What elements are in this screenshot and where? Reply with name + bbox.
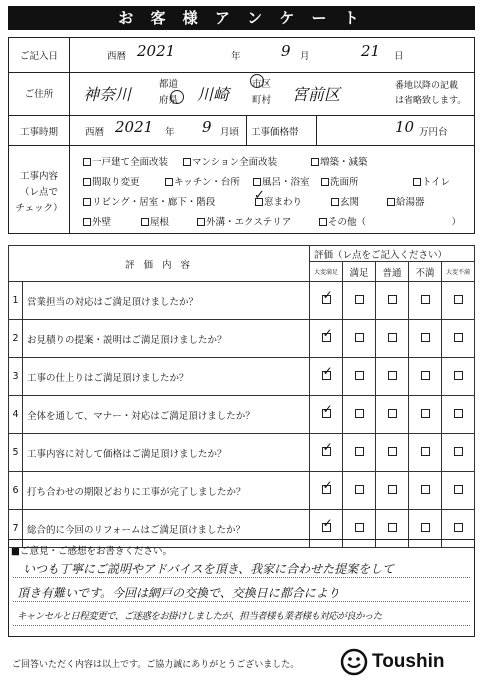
checkbox-icon[interactable] xyxy=(454,485,463,494)
date-era: 西暦 xyxy=(107,51,127,62)
checkbox-icon[interactable] xyxy=(83,198,91,206)
rating-row xyxy=(9,282,475,320)
work-option[interactable] xyxy=(253,174,310,188)
rating-cell xyxy=(376,472,409,510)
checkbox-icon[interactable] xyxy=(355,371,364,380)
rating-row xyxy=(9,396,475,434)
date-month[interactable]: 9 xyxy=(281,42,291,60)
checkbox-icon[interactable] xyxy=(355,485,364,494)
period-era: 西暦 xyxy=(85,127,105,138)
rating-cell xyxy=(409,472,442,510)
rating-cell xyxy=(376,320,409,358)
checkbox-icon[interactable] xyxy=(454,371,463,380)
question-text: 全体を通して、マナー・対応はご満足頂けましたか？ xyxy=(23,396,310,434)
checkbox-icon[interactable] xyxy=(388,333,397,342)
rating-cell xyxy=(442,396,475,434)
question-number: 4 xyxy=(9,396,23,434)
work-option[interactable] xyxy=(83,174,140,188)
rating-col-header: 不満 xyxy=(409,262,442,282)
rating-cell xyxy=(310,320,343,358)
work-option-label: 一戸建て全面改装 xyxy=(92,157,169,168)
question-number: 2 xyxy=(9,320,23,358)
smile-logo-icon xyxy=(340,648,368,676)
city-value[interactable]: 川崎 xyxy=(197,85,230,104)
info-form xyxy=(8,37,475,234)
rating-cell xyxy=(442,434,475,472)
pref-circle-icon xyxy=(170,90,184,104)
rating-cell xyxy=(442,320,475,358)
checked-box-icon[interactable] xyxy=(322,371,331,380)
checkbox-icon[interactable] xyxy=(388,295,397,304)
brand-logo xyxy=(340,648,444,676)
period-year[interactable]: 2021 xyxy=(115,118,154,136)
work-option-label: 玄関 xyxy=(340,197,360,208)
price-value[interactable]: 10 xyxy=(395,118,415,136)
rating-col-header: 大変不満 xyxy=(442,262,475,282)
work-option[interactable] xyxy=(413,174,450,188)
checked-box-icon[interactable] xyxy=(322,333,331,342)
address-note-1: 番地以降の記載 xyxy=(395,81,459,91)
checkbox-icon[interactable] xyxy=(183,158,191,166)
checkbox-icon[interactable] xyxy=(311,158,319,166)
rating-cell xyxy=(343,282,376,320)
work-option-label: キッチン・台所 xyxy=(174,177,240,188)
rating-cell xyxy=(409,434,442,472)
checkbox-icon[interactable] xyxy=(421,485,430,494)
question-text: 工事の仕上りはご満足頂けましたか？ xyxy=(23,358,310,396)
work-option[interactable] xyxy=(165,174,240,188)
rating-content-header: 評 価 内 容 xyxy=(9,246,310,282)
checkbox-icon[interactable] xyxy=(421,295,430,304)
date-day[interactable]: 21 xyxy=(361,42,381,60)
address-label: ご住所 xyxy=(24,89,54,100)
rating-cell xyxy=(409,396,442,434)
work-label-1: 工事内容 xyxy=(19,171,58,182)
checkbox-icon[interactable] xyxy=(355,447,364,456)
checked-box-icon[interactable] xyxy=(322,485,331,494)
rating-col-header: 大変満足 xyxy=(310,262,343,282)
work-option-label: 外壁 xyxy=(92,217,112,228)
checked-box-icon[interactable]: ✓ xyxy=(255,198,263,206)
work-option-label: マンション全面改装 xyxy=(192,157,278,168)
question-number: 1 xyxy=(9,282,23,320)
checkbox-icon[interactable] xyxy=(165,178,173,186)
checkbox-icon[interactable] xyxy=(355,409,364,418)
checkbox-icon[interactable] xyxy=(355,523,364,532)
checkbox-icon[interactable] xyxy=(387,198,395,206)
checkbox-icon[interactable] xyxy=(421,447,430,456)
year-unit: 年 xyxy=(231,51,241,62)
work-option-label: リビング・居室・廊下・階段 xyxy=(92,197,216,208)
rating-cell xyxy=(409,282,442,320)
day-unit: 日 xyxy=(394,51,404,62)
checkbox-icon[interactable] xyxy=(319,218,327,226)
brand-name: Toushin xyxy=(372,651,445,672)
question-text: 営業担当の対応はご満足頂けましたか？ xyxy=(23,282,310,320)
rating-cell xyxy=(376,282,409,320)
rating-cell xyxy=(442,282,475,320)
rating-cell xyxy=(409,320,442,358)
work-option-label: 増築・減築 xyxy=(320,157,368,168)
question-text: 総合的に今回のリフォームはご満足頂けましたか？ xyxy=(23,510,310,548)
checkbox-icon[interactable] xyxy=(421,523,430,532)
checkbox-icon[interactable] xyxy=(388,371,397,380)
rating-cell xyxy=(409,358,442,396)
work-option[interactable] xyxy=(83,154,168,168)
checkbox-icon[interactable] xyxy=(421,333,430,342)
rating-cell xyxy=(343,320,376,358)
period-month[interactable]: 9 xyxy=(202,118,212,136)
question-number: 7 xyxy=(9,510,23,548)
comment-line-2[interactable]: 頂き有難いです。今回は網戸の交換で、交換日に都合により xyxy=(17,586,340,600)
work-option[interactable] xyxy=(319,214,461,228)
checkbox-icon[interactable] xyxy=(421,371,430,380)
checkbox-icon[interactable] xyxy=(331,198,339,206)
rating-table xyxy=(8,245,475,548)
checked-box-icon[interactable] xyxy=(322,295,331,304)
rating-cell xyxy=(343,434,376,472)
rating-col-header: 普通 xyxy=(376,262,409,282)
survey-title: お 客 様 ア ン ケ ー ト xyxy=(8,6,475,30)
rating-cell xyxy=(343,396,376,434)
rating-cell xyxy=(442,472,475,510)
checkbox-icon[interactable] xyxy=(454,333,463,342)
checkbox-icon[interactable] xyxy=(141,218,149,226)
price-label: 工事価格帯 xyxy=(251,127,299,138)
work-option[interactable] xyxy=(311,154,368,168)
checked-box-icon[interactable] xyxy=(322,409,331,418)
comment-line-1[interactable]: いつも丁寧にご説明やアドバイスを頂き、我家に合わせた提案をして xyxy=(23,562,395,576)
date-label: ご記入日 xyxy=(19,51,58,62)
question-number: 6 xyxy=(9,472,23,510)
work-option-label: 給湯器 xyxy=(396,197,425,208)
rating-cell xyxy=(376,396,409,434)
work-option-label: トイレ xyxy=(422,177,451,188)
date-year[interactable]: 2021 xyxy=(137,42,176,60)
comment-line-3[interactable]: キャンセルと日程変更で、ご迷惑をお掛けしましたが、担当者様も業者様も対応が良かった xyxy=(17,611,382,622)
work-option[interactable] xyxy=(254,188,303,208)
rating-cell xyxy=(442,358,475,396)
work-option[interactable] xyxy=(83,214,111,228)
work-option[interactable] xyxy=(141,214,169,228)
rating-col-header: 満足 xyxy=(343,262,376,282)
checkbox-icon[interactable] xyxy=(388,447,397,456)
checkbox-icon[interactable] xyxy=(413,178,421,186)
checkbox-icon[interactable] xyxy=(388,485,397,494)
work-option[interactable] xyxy=(197,214,291,228)
rating-row xyxy=(9,320,475,358)
city-unit-bottom: 町村 xyxy=(252,95,272,106)
comments-box xyxy=(8,539,475,637)
city-circle-icon xyxy=(250,74,264,88)
pref-unit-top: 都道 xyxy=(159,79,179,90)
address-note-2: は省略致します。 xyxy=(395,96,467,106)
rating-cell xyxy=(376,434,409,472)
rating-cell xyxy=(310,472,343,510)
checkbox-icon[interactable] xyxy=(421,409,430,418)
question-number: 5 xyxy=(9,434,23,472)
checkbox-icon[interactable] xyxy=(355,295,364,304)
work-option-label: 外溝・エクステリア xyxy=(206,217,292,228)
period-label: 工事時期 xyxy=(19,127,58,138)
work-label-3: チェック） xyxy=(15,203,63,214)
rating-eval-header: 評価（レ点をご記入ください） xyxy=(310,246,475,262)
checkbox-icon[interactable] xyxy=(321,178,329,186)
ward-value[interactable]: 宮前区 xyxy=(292,85,341,104)
work-option-label: その他（ ） xyxy=(328,217,462,228)
checkbox-icon[interactable] xyxy=(388,523,397,532)
month-unit: 月 xyxy=(300,51,310,62)
question-number: 3 xyxy=(9,358,23,396)
rating-row xyxy=(9,358,475,396)
work-option[interactable] xyxy=(321,174,359,188)
work-option[interactable] xyxy=(331,194,359,208)
checkbox-icon[interactable] xyxy=(83,218,91,226)
work-label-2: （レ点で xyxy=(19,187,58,198)
checkbox-icon[interactable] xyxy=(355,333,364,342)
rating-row xyxy=(9,434,475,472)
rating-cell xyxy=(376,358,409,396)
period-year-unit: 年 xyxy=(165,127,175,138)
work-option[interactable] xyxy=(387,194,425,208)
checkbox-icon[interactable] xyxy=(83,158,91,166)
rating-cell xyxy=(310,396,343,434)
prefecture-value[interactable]: 神奈川 xyxy=(83,85,132,104)
checkbox-icon[interactable] xyxy=(454,409,463,418)
city-unit-top: 市区 xyxy=(252,79,272,90)
work-option-label: 屋根 xyxy=(150,217,170,228)
question-text: 工事内容に対して価格はご満足頂けましたか？ xyxy=(23,434,310,472)
checkbox-icon[interactable] xyxy=(83,178,91,186)
question-text: お見積りの提案・説明はご満足頂けましたか？ xyxy=(23,320,310,358)
rating-cell xyxy=(310,282,343,320)
question-text: 打ち合わせの期限どおりに工事が完了しましたか？ xyxy=(23,472,310,510)
rating-row xyxy=(9,472,475,510)
work-option[interactable] xyxy=(183,154,277,168)
rating-cell xyxy=(310,358,343,396)
checkbox-icon[interactable] xyxy=(454,295,463,304)
work-option-label: 風呂・浴室 xyxy=(262,177,310,188)
footer-text: ご回答いただく内容は以上です。ご協力誠にありがとうございました。 xyxy=(12,660,300,670)
comments-heading: ■ご意見・ご感想をお書きください。 xyxy=(11,546,172,557)
checkbox-icon[interactable] xyxy=(454,523,463,532)
checked-box-icon[interactable] xyxy=(322,447,331,456)
pref-unit-bottom: 府県 xyxy=(159,95,179,106)
checked-box-icon[interactable] xyxy=(322,523,331,532)
price-unit: 万円台 xyxy=(419,127,448,138)
checkbox-icon[interactable] xyxy=(197,218,205,226)
work-option-label: 窓まわり xyxy=(264,197,303,208)
work-option[interactable] xyxy=(83,194,215,208)
work-option-label: 間取り変更 xyxy=(92,177,140,188)
checkbox-icon[interactable] xyxy=(253,178,261,186)
checkbox-icon[interactable] xyxy=(454,447,463,456)
rating-cell xyxy=(343,358,376,396)
rating-cell xyxy=(343,472,376,510)
rating-cell xyxy=(310,434,343,472)
checkbox-icon[interactable] xyxy=(388,409,397,418)
work-option-label: 洗面所 xyxy=(330,177,359,188)
period-month-unit: 月頃 xyxy=(220,127,240,138)
